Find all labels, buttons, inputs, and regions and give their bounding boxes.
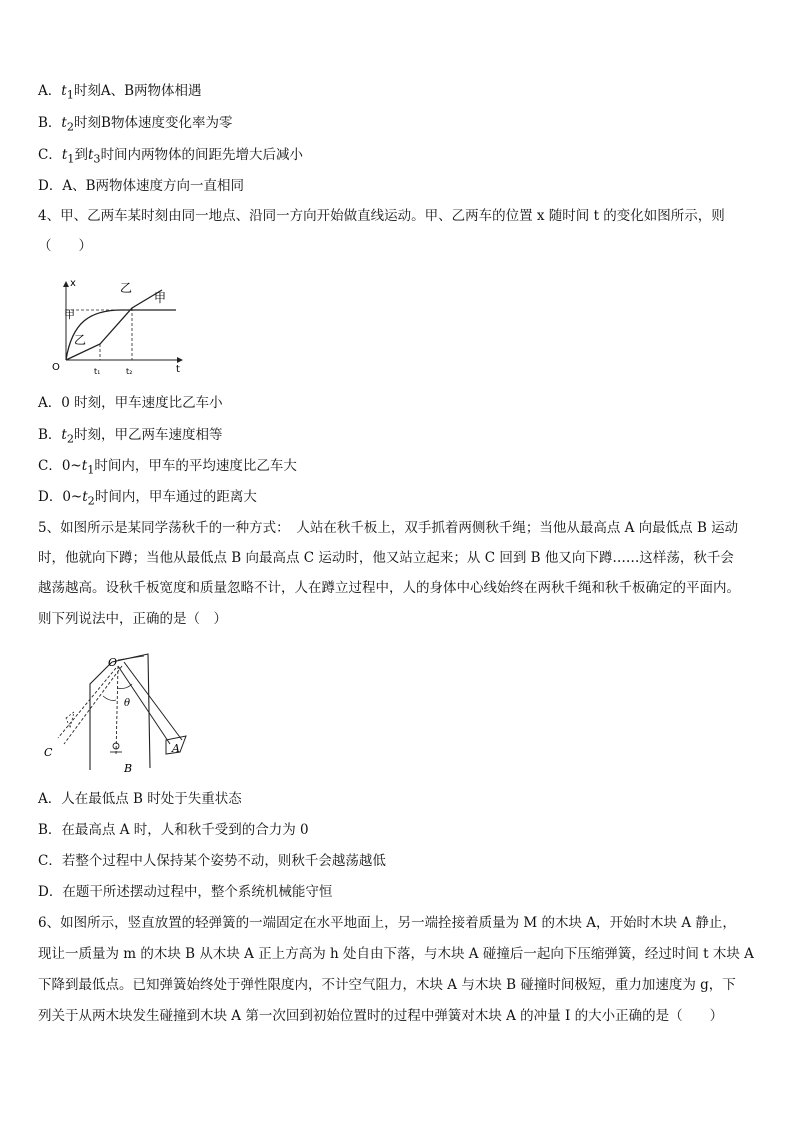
t2-label: t₂	[126, 367, 133, 376]
q3-option-a: A．$t_1$时刻A、B两物体相遇	[38, 83, 202, 102]
q5-stem-line4: 则下列说法中，正确的是（ ）	[38, 611, 227, 627]
q5-option-c: C．若整个过程中人保持某个姿势不动，则秋千会越荡越低	[38, 853, 386, 869]
theta-arc-2	[103, 696, 116, 701]
point-a-label: A	[172, 742, 180, 755]
theta-label: θ	[124, 698, 131, 709]
q5-option-b: B．在最高点 A 时，人和秋千受到的合力为 0	[38, 822, 309, 838]
q5-swing-diagram	[40, 648, 200, 776]
origin-label: O	[52, 362, 60, 373]
q6-stem-line1: 6、如图所示，竖直放置的轻弹簧的一端固定在水平地面上，另一端拴接着质量为 M 的木块 A，开始时木块 A 静止，	[38, 915, 736, 931]
q5-stem-line2: 时，他就向下蹲；当他从最低点 B 向最高点 C 运动时，他又站立起来；从 C 回到 B 他又向下蹲……这样荡，秋千会	[38, 550, 734, 566]
q6-stem-line4: 列关于从两木块发生碰撞到木块 A 第一次回到初始位置时的过程中弹簧对木块 A 的冲量 I 的大小正确的是（ ）	[38, 1008, 724, 1024]
swing-post	[90, 662, 112, 770]
rope-to-c	[58, 668, 116, 738]
rope-to-b	[116, 666, 118, 756]
theta-arc	[117, 684, 132, 689]
t-axis-label: t	[176, 364, 180, 375]
q3-option-c: C．$t_1$到$t_3$时间内两物体的间距先增大后减小	[38, 147, 304, 166]
q4-option-c: C．$0\sim t_1$时间内，甲车的平均速度比乙车大	[38, 458, 297, 477]
q4-option-b: B．$t_2$时刻，甲乙两车速度相等	[38, 427, 223, 446]
q4-xt-graph	[44, 270, 194, 380]
q4-option-a: A．0 时刻，甲车速度比乙车小	[38, 395, 223, 411]
point-c-label: C	[44, 746, 53, 759]
q4-stem-line2: （ ）	[38, 238, 92, 254]
q4-option-d: D．$0\sim t_2$时间内，甲车通过的距离大	[38, 489, 257, 508]
swing-beam	[118, 656, 144, 660]
q5-stem-line1: 5、如图所示是某同学荡秋千的一种方式： 人站在秋千板上，双手抓着两侧秋千绳；当他从最高点 A 向最低点 B 运动	[38, 520, 739, 536]
q3-option-b: B．$t_2$时刻B物体速度变化率为零	[38, 115, 233, 134]
q4-stem-line1: 4、甲、乙两车某时刻由同一地点、沿同一方向开始做直线运动。甲、乙两车的位置 x 随时间 t 的变化如图所示，则	[38, 208, 725, 224]
q5-stem-line3: 越荡越高。设秋千板宽度和质量忽略不计，人在蹲立过程中，人的身体中心线始终在两秋千绳和秋千板确定的平面内。	[38, 580, 740, 596]
jia-label-left: 甲	[64, 308, 75, 321]
yi-label-top: 乙	[120, 281, 133, 295]
q3-option-d: D．A、B两物体速度方向一直相同	[38, 178, 244, 194]
point-b-label: B	[124, 762, 133, 775]
x-axis-label: x	[70, 278, 76, 289]
q6-stem-line3: 下降到最低点。已知弹簧始终处于弹性限度内，不计空气阻力，木块 A 与木块 B 碰撞时间极短，重力加速度为 g，下	[38, 977, 736, 993]
q6-stem-line2: 现让一质量为 m 的木块 B 从木块 A 正上方高为 h 处自由下落，与木块 A 碰撞后一起向下压缩弹簧，经过时间 t 木块 A	[38, 946, 754, 962]
yi-label-low: 乙	[74, 333, 87, 347]
point-o-label: O	[108, 656, 118, 669]
q5-option-d: D．在题干所述摆动过程中，整个系统机械能守恒	[38, 884, 333, 900]
t1-label: t₁	[94, 367, 101, 376]
rope-to-a-2	[124, 662, 182, 740]
jia-label-right: 甲	[154, 291, 167, 305]
q5-option-a: A．人在最低点 B 时处于失重状态	[38, 791, 242, 807]
rope-to-c-2	[64, 666, 122, 744]
